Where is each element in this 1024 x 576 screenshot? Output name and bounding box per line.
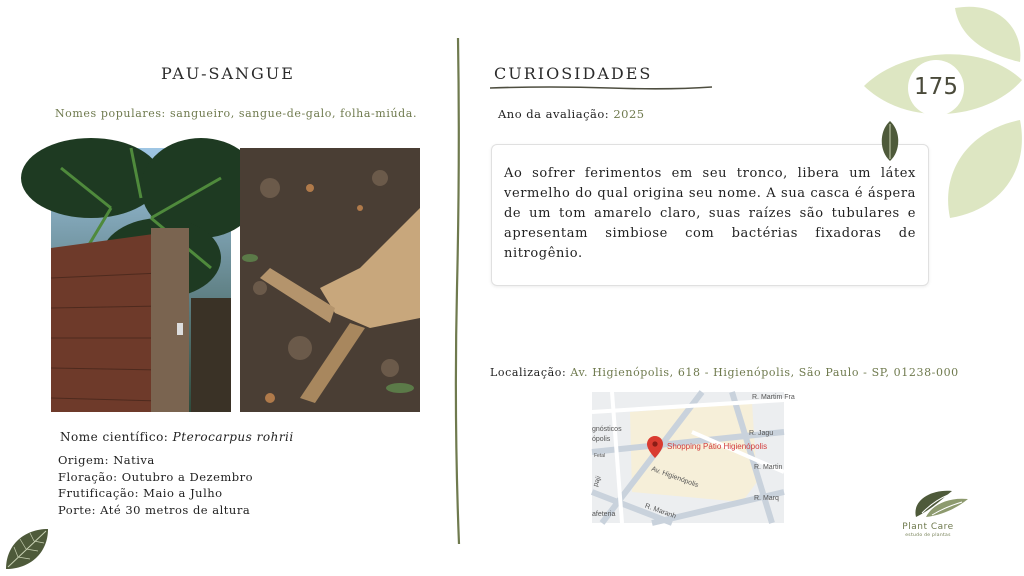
- fact-flowering: [58, 469, 253, 486]
- map-street-label: Av. Higienópolis: [650, 465, 700, 490]
- evaluation-year-label: Ano da avaliação:: [498, 107, 610, 121]
- location-map[interactable]: [592, 392, 795, 523]
- bottom-leaf-icon: [4, 527, 50, 571]
- location-label: Localização:: [490, 366, 567, 379]
- map-street-label: R. Martin: [754, 464, 783, 471]
- tree-canopy-photo: [51, 148, 231, 412]
- map-street-label: R. Maranh: [643, 502, 677, 521]
- location: [490, 366, 980, 380]
- scientific-name-label: Nome científico:: [60, 430, 169, 444]
- leaf-decoration-icon: [860, 0, 1024, 230]
- map-street-label: Fetal: [594, 453, 606, 459]
- map-street-label: afeteria: [592, 511, 616, 518]
- map-street-label: ópolis: [592, 436, 611, 443]
- popular-names-label: Nomes populares:: [54, 107, 166, 120]
- curiosities-text: Ao sofrer ferimentos em seu tronco, libera um látex vermelho do qual origina seu nome. A sua casca é áspera de um tom amarelo claro, suas raízes são tubulares e apresentam simbiose com bactérias fixadoras de nitrogênio.: [504, 166, 916, 261]
- plant-number-badge: 175: [914, 74, 958, 100]
- plant-facts: [58, 452, 253, 518]
- scientific-name-value: Pterocarpus rohrii: [172, 430, 294, 444]
- fact-size: [58, 502, 253, 519]
- fact-origin: [58, 452, 253, 469]
- popular-names: [0, 107, 472, 120]
- fact-label: Frutificação:: [58, 486, 140, 500]
- brand-tagline: estudo de plantas: [905, 533, 951, 538]
- column-divider: [454, 38, 464, 544]
- evaluation-year-value: 2025: [613, 107, 645, 121]
- map-street-label: paji: [592, 475, 603, 488]
- tree-roots-photo: [240, 148, 420, 412]
- curiosities-title: CURIOSIDADES: [494, 64, 653, 83]
- fact-label: Origem:: [58, 453, 110, 467]
- map-street-label: gnósticos: [592, 426, 622, 433]
- fact-value: Até 30 metros de altura: [100, 502, 251, 517]
- map-poi-label: Shopping Pátio Higienópolis: [667, 442, 768, 451]
- fact-value: Nativa: [113, 453, 155, 467]
- title-underline: [490, 84, 712, 92]
- plant-name: PAU-SANGUE: [161, 64, 295, 83]
- fact-value: Outubro a Dezembro: [121, 469, 254, 484]
- small-leaf-icon: [879, 121, 901, 161]
- fact-fruiting: [58, 485, 253, 502]
- plant-care-logo-icon: [912, 487, 970, 519]
- fact-label: Floração:: [58, 469, 118, 484]
- location-address: Av. Higienópolis, 618 - Higienópolis, São Paulo - SP, 01238-000: [570, 366, 959, 379]
- popular-names-value: sangueiro, sangue-de-galo, folha-miúda.: [169, 107, 418, 120]
- map-street-label: R. Martim Fra: [752, 394, 795, 401]
- fact-label: Porte:: [58, 502, 96, 517]
- map-street-label: R. Jagu: [749, 430, 774, 437]
- evaluation-year: [498, 107, 645, 121]
- scientific-name: [60, 430, 294, 444]
- brand-name: Plant Care: [902, 522, 954, 532]
- map-street-label: R. Marq: [754, 495, 779, 502]
- fact-value: Maio a Julho: [143, 486, 223, 500]
